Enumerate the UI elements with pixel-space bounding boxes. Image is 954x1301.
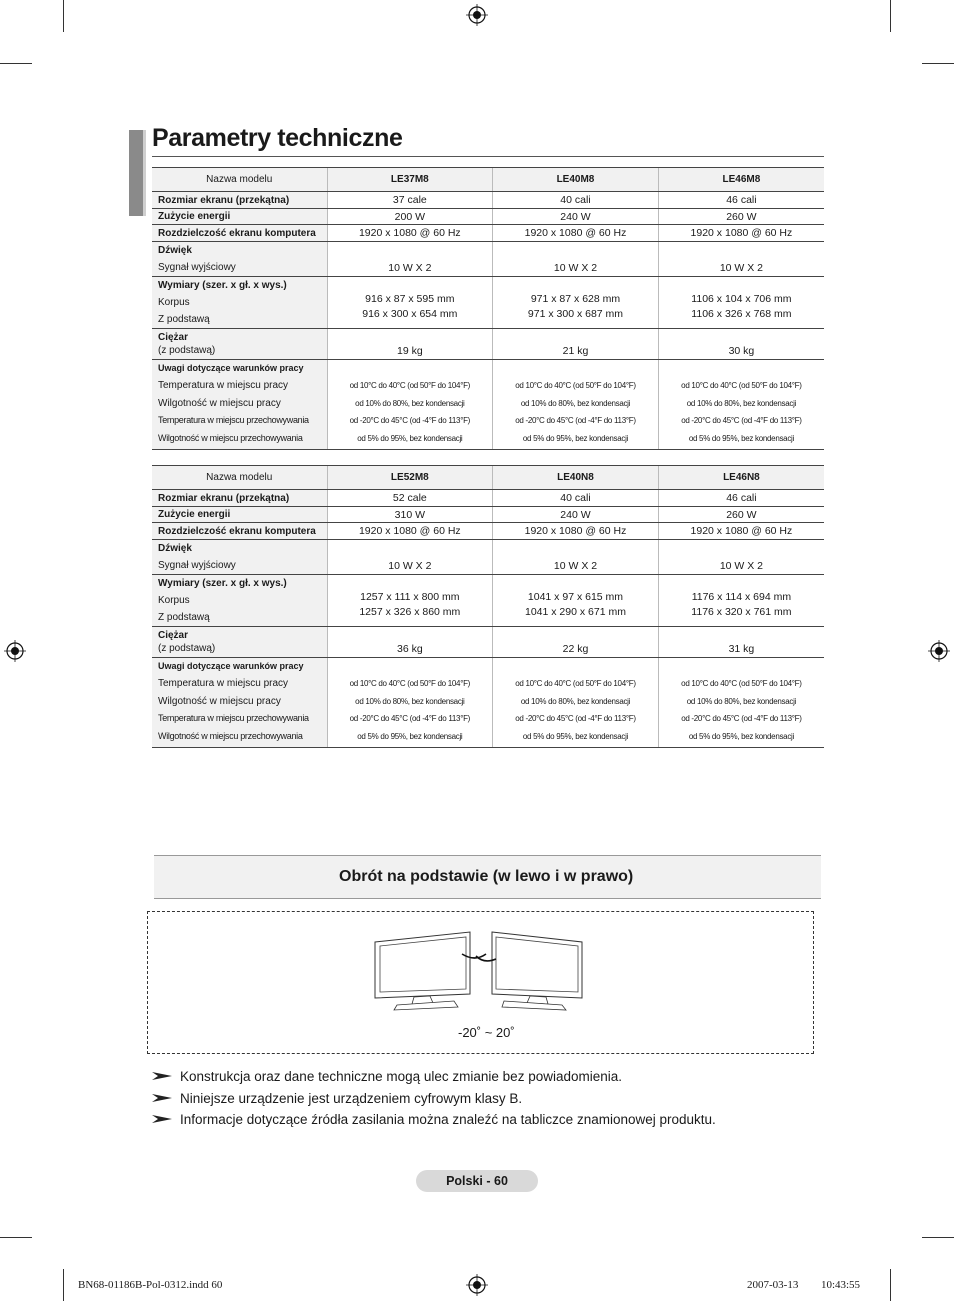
table-row — [152, 277, 824, 329]
row-sublabel: Temperatura w miejscu pracy — [158, 678, 289, 689]
cell-resolution: 1920 x 1080 @ 60 Hz — [358, 525, 461, 537]
footer-file: BN68-01186B-Pol-0312.indd 60 — [78, 1279, 223, 1291]
cell-weight: 21 kg — [562, 345, 589, 357]
row-label: Wymiary (szer. x gł. x wys.) — [158, 280, 287, 291]
cell-stand: 916 x 300 x 654 mm — [362, 307, 458, 320]
note-item — [152, 1109, 832, 1131]
row-label: Zużycie energii — [158, 211, 231, 222]
crop-mark — [922, 1237, 954, 1238]
tv-rotation-illustration-icon — [372, 926, 588, 1016]
condition-value: od 10% do 80%, bez kondensacji — [355, 696, 465, 706]
cell-stand: 1041 x 290 x 671 mm — [524, 605, 626, 618]
row-sublabel: Korpus — [158, 297, 190, 308]
note-text: Informacje dotyczące źródła zasilania można znaleźć na tabliczce znamionowej produktu. — [180, 1112, 716, 1127]
cell-body: 971 x 87 x 628 mm — [530, 292, 621, 305]
row-label: Uwagi dotyczące warunków pracy — [158, 363, 304, 373]
cell-weight: 19 kg — [396, 345, 423, 357]
note-arrow-icon — [152, 1092, 172, 1104]
condition-value: od 5% do 95%, bez kondensacji — [688, 731, 794, 741]
table-row — [152, 360, 824, 450]
cell-power: 200 W — [394, 210, 425, 223]
note-arrow-icon — [152, 1070, 172, 1082]
row-sublabel: Temperatura w miejscu pracy — [158, 380, 289, 391]
table-row — [152, 575, 824, 627]
spec-table — [152, 465, 824, 748]
cell-power: 240 W — [560, 210, 591, 223]
table-row — [152, 507, 824, 523]
crop-mark — [63, 0, 64, 32]
cell-stand: 971 x 300 x 687 mm — [527, 307, 624, 320]
row-sublabel: Temperatura w miejscu przechowywania — [158, 415, 309, 425]
condition-value: od 10% do 80%, bez kondensacji — [355, 398, 465, 408]
cell-body: 1257 x 111 x 800 mm — [360, 590, 460, 603]
condition-value: od -20°C do 45°C (od -4°F do 113°F) — [349, 416, 471, 425]
table-row — [152, 627, 824, 658]
condition-value: od 5% do 95%, bez kondensacji — [357, 731, 463, 741]
row-sublabel: Z podstawą — [158, 612, 210, 623]
condition-value: od -20°C do 45°C (od -4°F do 113°F) — [349, 714, 471, 723]
cell-body: 916 x 87 x 595 mm — [365, 292, 455, 305]
cell-screen: 37 cale — [392, 194, 427, 206]
row-sublabel: Sygnał wyjściowy — [158, 560, 236, 571]
rotation-range: -20˚ ~ 20˚ — [458, 1025, 515, 1040]
cell-resolution: 1920 x 1080 @ 60 Hz — [690, 227, 793, 239]
row-label: Rozdzielczość ekranu komputera — [158, 227, 316, 239]
condition-value: od 5% do 95%, bez kondensacji — [688, 433, 794, 443]
row-label: Ciężar — [158, 630, 189, 641]
model-name: LE40M8 — [493, 168, 659, 192]
row-sublabel: Wilgotność w miejscu przechowywania — [158, 730, 303, 741]
table-row — [152, 658, 824, 748]
condition-value: od 5% do 95%, bez kondensacji — [522, 731, 629, 741]
registration-mark-icon — [466, 1274, 488, 1296]
condition-value: od 10% do 80%, bez kondensacji — [520, 696, 631, 706]
condition-value: od -20°C do 45°C (od -4°F do 113°F) — [515, 416, 636, 425]
cell-power: 260 W — [726, 210, 757, 223]
cell-body: 1176 x 114 x 694 mm — [691, 590, 792, 603]
note-item — [152, 1066, 832, 1088]
model-name: LE52M8 — [327, 466, 493, 490]
crop-mark — [63, 1269, 64, 1301]
cell-stand: 1176 x 320 x 761 mm — [691, 605, 792, 618]
condition-value: od 10°C do 40°C (od 50°F do 104°F) — [681, 381, 802, 390]
table-row — [152, 490, 824, 507]
table-row — [152, 209, 824, 225]
table-row — [152, 540, 824, 575]
table-row — [152, 192, 824, 209]
row-label: Dźwięk — [158, 543, 192, 554]
title-accent-bar — [129, 130, 146, 216]
spec-table — [152, 167, 824, 450]
cell-sound: 10 W X 2 — [719, 262, 763, 274]
row-sublabel: Wilgotność w miejscu pracy — [158, 695, 281, 707]
condition-value: od 10% do 80%, bez kondensacji — [520, 398, 631, 408]
cell-body: 1106 x 104 x 706 mm — [691, 292, 792, 305]
cell-weight: 31 kg — [728, 643, 755, 655]
cell-sound: 10 W X 2 — [388, 560, 432, 572]
condition-value: od 10°C do 40°C (od 50°F do 104°F) — [515, 381, 636, 390]
row-sublabel: Temperatura w miejscu przechowywania — [158, 713, 309, 723]
table-header-row — [152, 168, 824, 192]
cell-weight: 30 kg — [728, 345, 755, 357]
cell-screen: 40 cali — [560, 194, 591, 206]
cell-weight: 22 kg — [562, 643, 589, 655]
table-row — [152, 225, 824, 242]
notes-list — [152, 1066, 832, 1131]
registration-mark-icon — [928, 640, 950, 662]
note-arrow-icon — [152, 1113, 172, 1125]
row-label: Rozdzielczość ekranu komputera — [158, 525, 316, 537]
cell-weight: 36 kg — [396, 643, 423, 655]
section-header — [154, 855, 821, 899]
condition-value: od 5% do 95%, bez kondensacji — [522, 433, 629, 443]
cell-screen: 40 cali — [560, 492, 591, 504]
cell-screen: 46 cali — [726, 194, 757, 206]
table-row — [152, 242, 824, 277]
row-sublabel: Korpus — [158, 595, 190, 606]
cell-resolution: 1920 x 1080 @ 60 Hz — [358, 227, 461, 239]
cell-power: 310 W — [394, 508, 425, 521]
cell-power: 240 W — [560, 508, 591, 521]
row-sublabel: (z podstawą) — [158, 345, 216, 356]
note-text: Niniejsze urządzenie jest urządzeniem cyfrowym klasy B. — [180, 1090, 523, 1106]
table-row — [152, 523, 824, 540]
table-row — [152, 329, 824, 360]
crop-mark — [890, 1269, 891, 1301]
row-label: Ciężar — [158, 332, 189, 343]
section-title: Obrót na podstawie (w lewo i w prawo) — [339, 868, 634, 885]
row-sublabel: Wilgotność w miejscu pracy — [158, 397, 281, 409]
cell-sound: 10 W X 2 — [719, 560, 763, 572]
condition-value: od 10% do 80%, bez kondensacji — [686, 398, 797, 408]
model-name: LE40N8 — [493, 466, 659, 490]
cell-power: 260 W — [726, 508, 757, 521]
cell-sound: 10 W X 2 — [553, 262, 598, 274]
row-label: Zużycie energii — [158, 509, 231, 520]
condition-value: od 5% do 95%, bez kondensacji — [357, 433, 463, 443]
row-label: Wymiary (szer. x gł. x wys.) — [158, 578, 287, 589]
cell-resolution: 1920 x 1080 @ 60 Hz — [524, 227, 627, 239]
registration-mark-icon — [4, 640, 26, 662]
page-title: Parametry techniczne — [152, 124, 403, 152]
table-header-row — [152, 466, 824, 490]
condition-value: od -20°C do 45°C (od -4°F do 113°F) — [681, 416, 802, 425]
model-name: LE37M8 — [327, 168, 493, 192]
crop-mark — [890, 0, 891, 32]
title-rule — [152, 156, 824, 157]
row-label: Uwagi dotyczące warunków pracy — [158, 661, 304, 671]
cell-stand: 1257 x 326 x 860 mm — [359, 605, 461, 618]
crop-mark — [0, 63, 32, 64]
registration-mark-icon — [466, 4, 488, 26]
crop-mark — [922, 63, 954, 64]
model-name: LE46M8 — [658, 168, 824, 192]
condition-value: od 10°C do 40°C (od 50°F do 104°F) — [681, 679, 802, 688]
model-name: LE46N8 — [658, 466, 824, 490]
condition-value: od 10°C do 40°C (od 50°F do 104°F) — [349, 381, 471, 390]
cell-screen: 52 cale — [392, 492, 427, 504]
model-label: Nazwa modelu — [152, 466, 327, 490]
note-text: Konstrukcja oraz dane techniczne mogą ulec zmianie bez powiadomienia. — [180, 1069, 622, 1084]
crop-mark — [0, 1237, 32, 1238]
condition-value: od -20°C do 45°C (od -4°F do 113°F) — [681, 714, 802, 723]
cell-stand: 1106 x 326 x 768 mm — [691, 307, 792, 320]
footer-date: 2007-03-13 ﾟﾟ 10:43:55 — [747, 1279, 861, 1291]
note-item — [152, 1088, 832, 1110]
row-sublabel: Sygnał wyjściowy — [158, 262, 236, 273]
model-label: Nazwa modelu — [152, 168, 327, 192]
page-number-badge: Polski - 60 — [416, 1170, 538, 1192]
row-sublabel: Wilgotność w miejscu przechowywania — [158, 432, 303, 443]
row-label: Rozmiar ekranu (przekątna) — [158, 492, 290, 504]
condition-value: od 10°C do 40°C (od 50°F do 104°F) — [515, 679, 636, 688]
cell-body: 1041 x 97 x 615 mm — [527, 590, 624, 603]
cell-resolution: 1920 x 1080 @ 60 Hz — [690, 525, 793, 537]
row-label: Dźwięk — [158, 245, 192, 256]
condition-value: od -20°C do 45°C (od -4°F do 113°F) — [515, 714, 636, 723]
row-sublabel: (z podstawą) — [158, 643, 216, 654]
cell-sound: 10 W X 2 — [388, 262, 432, 274]
cell-sound: 10 W X 2 — [553, 560, 598, 572]
row-sublabel: Z podstawą — [158, 314, 210, 325]
condition-value: od 10% do 80%, bez kondensacji — [686, 696, 797, 706]
condition-value: od 10°C do 40°C (od 50°F do 104°F) — [349, 679, 471, 688]
row-label: Rozmiar ekranu (przekątna) — [158, 194, 290, 206]
rotation-figure-box — [147, 911, 814, 1054]
cell-resolution: 1920 x 1080 @ 60 Hz — [524, 525, 627, 537]
cell-screen: 46 cali — [726, 492, 757, 504]
